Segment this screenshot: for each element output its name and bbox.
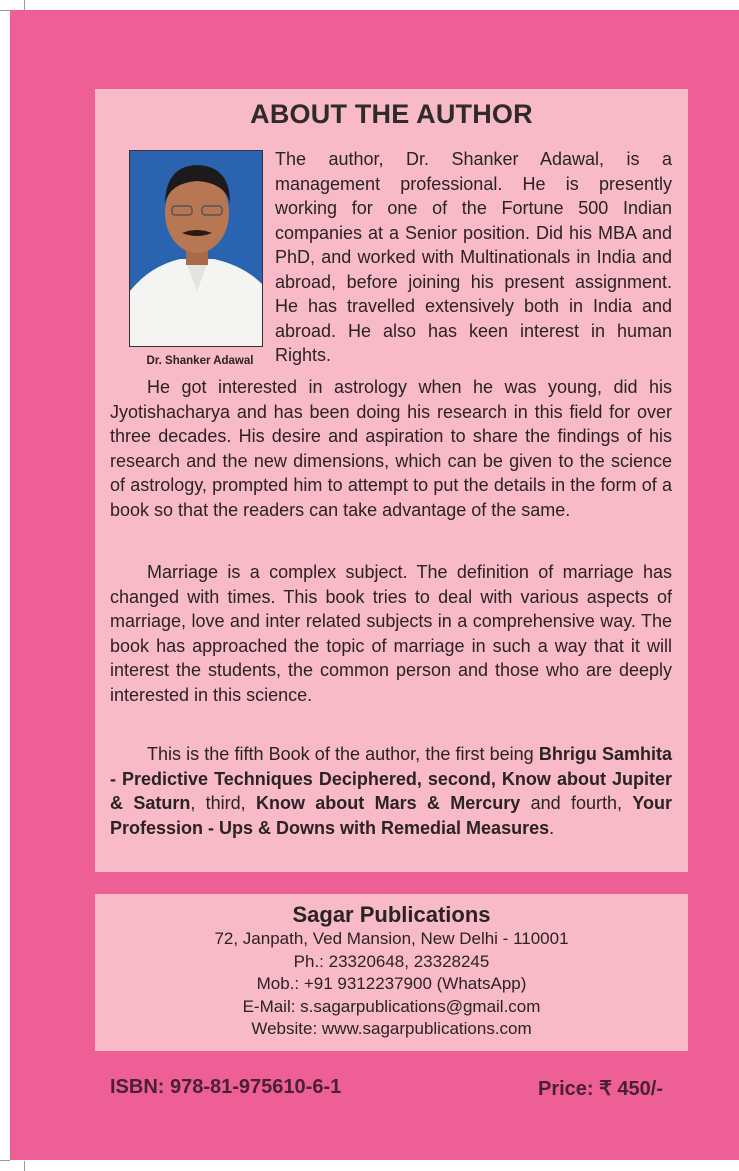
publisher-email: E-Mail: s.sagarpublications@gmail.com: [242, 996, 541, 1016]
crop-mark: [24, 1161, 25, 1171]
text: .: [549, 817, 555, 838]
isbn: ISBN: 978-81-975610-6-1: [110, 1076, 342, 1098]
author-photo: [129, 150, 263, 347]
publisher-mobile: Mob.: +91 9312237900 (WhatsApp): [256, 974, 527, 993]
price: Price: ₹ 450/-: [538, 1078, 664, 1100]
astrology-paragraph: He got interested in astrology when he was young, did his Jyotishacharya and has been doing his research in this field for over three decades. His desire and aspiration to share the findings of his research and the new dimensions, which can be given to the science of astrology, prompted him to attempt to put the details in the form of a book so that the readers can take advantage of the same.: [110, 377, 672, 520]
crop-mark: [24, 0, 25, 10]
photo-caption: Dr. Shanker Adawal: [146, 355, 254, 367]
publisher-website: Website: www.sagarpublications.com: [251, 1019, 532, 1038]
book-title: Bhrigu Samhita - Predictive Techniques Deciphered, second, Know about Jupiter & Saturn: [110, 744, 673, 813]
about-author-panel: [95, 89, 688, 872]
marriage-paragraph: Marriage is a complex subject. The definition of marriage has changed with times. This book tries to deal with various aspects of marriage, love and inter related subjects in a comprehensive way. The book has approached the topic of marriage in such a way that it will interest the students, the common person and those who are deeply interested in this science.: [110, 562, 672, 705]
book-title: Your Profession - Ups & Downs with Remedial Measures: [110, 793, 672, 838]
text: and fourth,: [520, 793, 633, 813]
text: This is the fifth Book of the author, the first being: [147, 744, 539, 764]
crop-mark: [0, 10, 10, 11]
publisher-panel: [95, 894, 688, 1051]
publisher-phone: Ph.: 23320648, 23328245: [293, 951, 490, 971]
books-paragraph: [110, 742, 672, 840]
crop-mark: [0, 1160, 10, 1161]
bio-paragraph: The author, Dr. Shanker Adawal, is a management professional. He is presently working for one of the Fortune 500 Indian companies at a Senior position. Did his MBA and PhD, and worked with Multinationals in India and abroad, before joining his present assignment. He has travelled extensively both in India and abroad. He also has keen interest in human Rights.: [275, 149, 672, 365]
text: , third,: [190, 793, 256, 813]
section-title: ABOUT THE AUTHOR: [250, 99, 533, 129]
book-title: Know about Mars & Mercury: [255, 793, 521, 813]
publisher-address: 72, Janpath, Ved Mansion, New Delhi - 110001: [214, 929, 569, 948]
publisher-name: Sagar Publications: [292, 902, 491, 927]
